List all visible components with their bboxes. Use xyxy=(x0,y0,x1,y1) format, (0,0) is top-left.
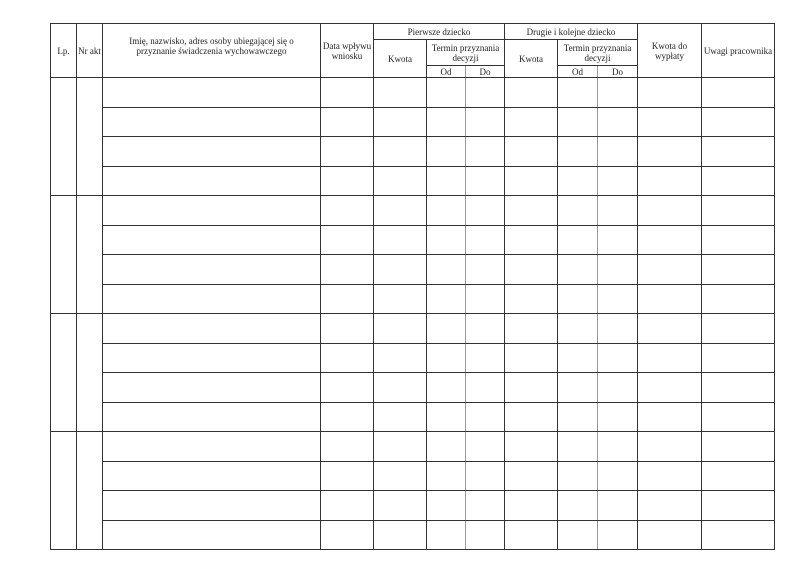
uwagi-cell[interactable] xyxy=(702,137,775,167)
entry-row xyxy=(51,255,775,285)
header-next-do: Do xyxy=(598,66,638,78)
first-od-cell[interactable] xyxy=(427,137,466,167)
next-od-cell[interactable] xyxy=(558,432,598,462)
uwagi-cell[interactable] xyxy=(702,373,775,403)
first-od-cell[interactable] xyxy=(427,196,466,226)
kwota-wyplaty-cell[interactable] xyxy=(638,166,702,196)
next-kwota-cell[interactable] xyxy=(505,314,558,344)
first-kwota-cell[interactable] xyxy=(374,78,427,108)
kwota-wyplaty-cell[interactable] xyxy=(638,432,702,462)
entry-row xyxy=(51,520,775,550)
kwota-wyplaty-cell[interactable] xyxy=(638,314,702,344)
applicant-cell[interactable] xyxy=(103,520,321,550)
lp-cell[interactable] xyxy=(51,196,77,314)
header-first-child: Pierwsze dziecko xyxy=(374,24,505,40)
first-od-cell[interactable] xyxy=(427,343,466,373)
kwota-wyplaty-cell[interactable] xyxy=(638,78,702,108)
data-wplywu-cell[interactable] xyxy=(321,402,374,432)
header-first-do: Do xyxy=(466,66,505,78)
first-do-cell[interactable] xyxy=(466,432,505,462)
next-do-cell[interactable] xyxy=(598,491,638,521)
entry-row xyxy=(51,78,775,108)
applicant-cell[interactable] xyxy=(103,166,321,196)
header-lp: Lp. xyxy=(51,24,77,78)
first-kwota-cell[interactable] xyxy=(374,314,427,344)
first-do-cell[interactable] xyxy=(466,284,505,314)
kwota-wyplaty-cell[interactable] xyxy=(638,137,702,167)
next-kwota-cell[interactable] xyxy=(505,225,558,255)
first-do-cell[interactable] xyxy=(466,373,505,403)
first-kwota-cell[interactable] xyxy=(374,137,427,167)
first-od-cell[interactable] xyxy=(427,520,466,550)
header-first-termin: Termin przyznania decyzji xyxy=(427,40,505,66)
next-do-cell[interactable] xyxy=(598,137,638,167)
kwota-wyplaty-cell[interactable] xyxy=(638,107,702,137)
uwagi-cell[interactable] xyxy=(702,225,775,255)
first-do-cell[interactable] xyxy=(466,137,505,167)
header-first-od: Od xyxy=(427,66,466,78)
kwota-wyplaty-cell[interactable] xyxy=(638,196,702,226)
first-kwota-cell[interactable] xyxy=(374,432,427,462)
entry-row xyxy=(51,225,775,255)
next-do-cell[interactable] xyxy=(598,196,638,226)
applicant-cell[interactable] xyxy=(103,343,321,373)
first-od-cell[interactable] xyxy=(427,314,466,344)
next-kwota-cell[interactable] xyxy=(505,196,558,226)
data-wplywu-cell[interactable] xyxy=(321,314,374,344)
next-kwota-cell[interactable] xyxy=(505,255,558,285)
entry-row xyxy=(51,137,775,167)
data-wplywu-cell[interactable] xyxy=(321,255,374,285)
next-od-cell[interactable] xyxy=(558,343,598,373)
first-do-cell[interactable] xyxy=(466,255,505,285)
first-kwota-cell[interactable] xyxy=(374,491,427,521)
data-wplywu-cell[interactable] xyxy=(321,78,374,108)
kwota-wyplaty-cell[interactable] xyxy=(638,343,702,373)
next-od-cell[interactable] xyxy=(558,255,598,285)
first-do-cell[interactable] xyxy=(466,314,505,344)
first-do-cell[interactable] xyxy=(466,343,505,373)
entry-row xyxy=(51,432,775,462)
first-od-cell[interactable] xyxy=(427,78,466,108)
next-od-cell[interactable] xyxy=(558,314,598,344)
next-kwota-cell[interactable] xyxy=(505,284,558,314)
first-do-cell[interactable] xyxy=(466,225,505,255)
next-kwota-cell[interactable] xyxy=(505,78,558,108)
next-od-cell[interactable] xyxy=(558,78,598,108)
applicant-cell[interactable] xyxy=(103,137,321,167)
next-kwota-cell[interactable] xyxy=(505,373,558,403)
uwagi-cell[interactable] xyxy=(702,196,775,226)
first-od-cell[interactable] xyxy=(427,225,466,255)
entry-row xyxy=(51,107,775,137)
next-kwota-cell[interactable] xyxy=(505,461,558,491)
first-kwota-cell[interactable] xyxy=(374,284,427,314)
header-next-od: Od xyxy=(558,66,598,78)
next-kwota-cell[interactable] xyxy=(505,166,558,196)
next-do-cell[interactable] xyxy=(598,255,638,285)
first-do-cell[interactable] xyxy=(466,491,505,521)
first-od-cell[interactable] xyxy=(427,255,466,285)
first-do-cell[interactable] xyxy=(466,402,505,432)
next-do-cell[interactable] xyxy=(598,78,638,108)
next-od-cell[interactable] xyxy=(558,520,598,550)
entry-row xyxy=(51,461,775,491)
next-kwota-cell[interactable] xyxy=(505,491,558,521)
next-od-cell[interactable] xyxy=(558,166,598,196)
next-do-cell[interactable] xyxy=(598,314,638,344)
next-od-cell[interactable] xyxy=(558,373,598,403)
kwota-wyplaty-cell[interactable] xyxy=(638,402,702,432)
header-next-child: Drugie i kolejne dziecko xyxy=(505,24,638,40)
next-kwota-cell[interactable] xyxy=(505,107,558,137)
uwagi-cell[interactable] xyxy=(702,284,775,314)
kwota-wyplaty-cell[interactable] xyxy=(638,491,702,521)
applicant-cell[interactable] xyxy=(103,432,321,462)
first-kwota-cell[interactable] xyxy=(374,107,427,137)
entry-row xyxy=(51,402,775,432)
kwota-wyplaty-cell[interactable] xyxy=(638,225,702,255)
uwagi-cell[interactable] xyxy=(702,314,775,344)
lp-cell[interactable] xyxy=(51,78,77,196)
uwagi-cell[interactable] xyxy=(702,78,775,108)
next-od-cell[interactable] xyxy=(558,196,598,226)
entry-row xyxy=(51,373,775,403)
data-wplywu-cell[interactable] xyxy=(321,166,374,196)
applicant-cell[interactable] xyxy=(103,491,321,521)
header-first-kwota: Kwota xyxy=(374,40,427,78)
first-kwota-cell[interactable] xyxy=(374,255,427,285)
next-od-cell[interactable] xyxy=(558,284,598,314)
first-od-cell[interactable] xyxy=(427,166,466,196)
first-do-cell[interactable] xyxy=(466,520,505,550)
uwagi-cell[interactable] xyxy=(702,343,775,373)
next-od-cell[interactable] xyxy=(558,225,598,255)
data-wplywu-cell[interactable] xyxy=(321,137,374,167)
header-next-kwota: Kwota xyxy=(505,40,558,78)
nr-akt-cell[interactable] xyxy=(77,314,103,432)
applicant-cell[interactable] xyxy=(103,373,321,403)
first-kwota-cell[interactable] xyxy=(374,402,427,432)
header-applicant-text: Imię, nazwisko, adres osoby ubiegającej się o przyznanie świadczenia wychowawczego xyxy=(129,36,294,56)
first-od-cell[interactable] xyxy=(427,284,466,314)
header-uwagi: Uwagi pracownika xyxy=(702,24,775,78)
first-kwota-cell[interactable] xyxy=(374,373,427,403)
entry-row xyxy=(51,343,775,373)
header-kwota-wyplaty: Kwota do wypłaty xyxy=(638,24,702,78)
first-od-cell[interactable] xyxy=(427,402,466,432)
next-do-cell[interactable] xyxy=(598,373,638,403)
data-wplywu-cell[interactable] xyxy=(321,432,374,462)
header-next-termin: Termin przyznania decyzji xyxy=(558,40,638,66)
kwota-wyplaty-cell[interactable] xyxy=(638,461,702,491)
first-kwota-cell[interactable] xyxy=(374,196,427,226)
data-wplywu-cell[interactable] xyxy=(321,107,374,137)
kwota-wyplaty-cell[interactable] xyxy=(638,255,702,285)
uwagi-cell[interactable] xyxy=(702,491,775,521)
lp-cell[interactable] xyxy=(51,432,77,550)
header-data-wplywu: Data wpływu wniosku xyxy=(321,24,374,78)
entry-row xyxy=(51,491,775,521)
first-kwota-cell[interactable] xyxy=(374,225,427,255)
next-od-cell[interactable] xyxy=(558,402,598,432)
data-wplywu-cell[interactable] xyxy=(321,461,374,491)
next-kwota-cell[interactable] xyxy=(505,402,558,432)
next-do-cell[interactable] xyxy=(598,461,638,491)
next-do-cell[interactable] xyxy=(598,166,638,196)
kwota-wyplaty-cell[interactable] xyxy=(638,520,702,550)
data-wplywu-cell[interactable] xyxy=(321,373,374,403)
applicant-cell[interactable] xyxy=(103,314,321,344)
applicant-cell[interactable] xyxy=(103,225,321,255)
uwagi-cell[interactable] xyxy=(702,402,775,432)
first-do-cell[interactable] xyxy=(466,166,505,196)
applicant-cell[interactable] xyxy=(103,255,321,285)
next-do-cell[interactable] xyxy=(598,402,638,432)
first-kwota-cell[interactable] xyxy=(374,461,427,491)
data-wplywu-cell[interactable] xyxy=(321,284,374,314)
next-do-cell[interactable] xyxy=(598,432,638,462)
first-od-cell[interactable] xyxy=(427,461,466,491)
next-od-cell[interactable] xyxy=(558,137,598,167)
next-od-cell[interactable] xyxy=(558,461,598,491)
header-applicant xyxy=(103,24,321,78)
uwagi-cell[interactable] xyxy=(702,107,775,137)
applicant-cell[interactable] xyxy=(103,402,321,432)
applicant-cell[interactable] xyxy=(103,196,321,226)
kwota-wyplaty-cell[interactable] xyxy=(638,284,702,314)
lp-cell[interactable] xyxy=(51,314,77,432)
next-od-cell[interactable] xyxy=(558,107,598,137)
nr-akt-cell[interactable] xyxy=(77,196,103,314)
applicant-cell[interactable] xyxy=(103,461,321,491)
next-kwota-cell[interactable] xyxy=(505,520,558,550)
form-body xyxy=(51,78,775,550)
first-do-cell[interactable] xyxy=(466,107,505,137)
nr-akt-cell[interactable] xyxy=(77,432,103,550)
entry-row xyxy=(51,166,775,196)
first-do-cell[interactable] xyxy=(466,196,505,226)
data-wplywu-cell[interactable] xyxy=(321,196,374,226)
next-do-cell[interactable] xyxy=(598,284,638,314)
first-od-cell[interactable] xyxy=(427,432,466,462)
first-od-cell[interactable] xyxy=(427,373,466,403)
entry-row xyxy=(51,196,775,226)
next-do-cell[interactable] xyxy=(598,343,638,373)
data-wplywu-cell[interactable] xyxy=(321,491,374,521)
uwagi-cell[interactable] xyxy=(702,166,775,196)
next-od-cell[interactable] xyxy=(558,491,598,521)
first-do-cell[interactable] xyxy=(466,461,505,491)
first-do-cell[interactable] xyxy=(466,78,505,108)
kwota-wyplaty-cell[interactable] xyxy=(638,373,702,403)
uwagi-cell[interactable] xyxy=(702,432,775,462)
register-form-table xyxy=(50,23,775,550)
next-do-cell[interactable] xyxy=(598,225,638,255)
data-wplywu-cell[interactable] xyxy=(321,343,374,373)
first-od-cell[interactable] xyxy=(427,491,466,521)
header-nr-akt: Nr akt xyxy=(77,24,103,78)
first-od-cell[interactable] xyxy=(427,107,466,137)
data-wplywu-cell[interactable] xyxy=(321,520,374,550)
uwagi-cell[interactable] xyxy=(702,255,775,285)
uwagi-cell[interactable] xyxy=(702,461,775,491)
applicant-cell[interactable] xyxy=(103,284,321,314)
first-kwota-cell[interactable] xyxy=(374,343,427,373)
applicant-cell[interactable] xyxy=(103,78,321,108)
applicant-cell[interactable] xyxy=(103,107,321,137)
first-kwota-cell[interactable] xyxy=(374,166,427,196)
entry-row xyxy=(51,284,775,314)
first-kwota-cell[interactable] xyxy=(374,520,427,550)
next-do-cell[interactable] xyxy=(598,520,638,550)
nr-akt-cell[interactable] xyxy=(77,78,103,196)
data-wplywu-cell[interactable] xyxy=(321,225,374,255)
next-kwota-cell[interactable] xyxy=(505,343,558,373)
next-kwota-cell[interactable] xyxy=(505,137,558,167)
next-do-cell[interactable] xyxy=(598,107,638,137)
next-kwota-cell[interactable] xyxy=(505,432,558,462)
entry-row xyxy=(51,314,775,344)
uwagi-cell[interactable] xyxy=(702,520,775,550)
